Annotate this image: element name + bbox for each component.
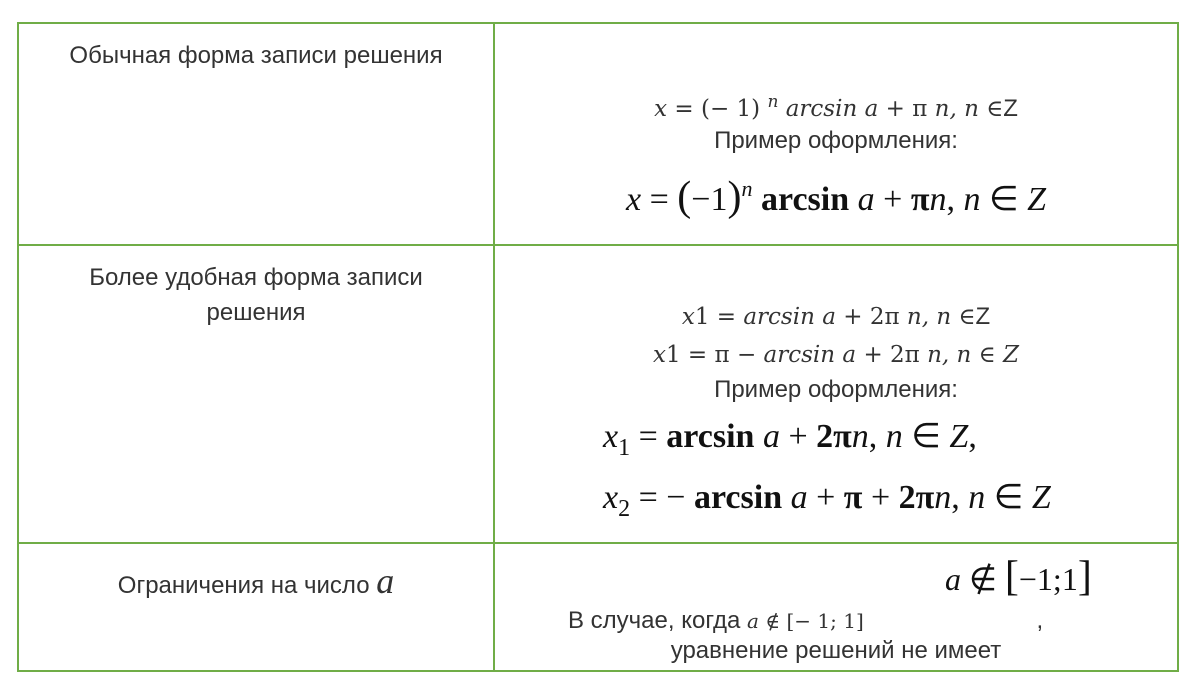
row2-example-formula-1: $x_1 = \arcsin a + 2\pi n$, n ∈ Z, (603, 418, 977, 461)
table-row (18, 23, 1178, 245)
row1-label-cell (18, 23, 494, 245)
row2-content-cell (494, 245, 1178, 543)
row2-formula-2: x1 = π − arcsin a + 2π n, n ∈ Z (653, 342, 1019, 368)
row1-content-cell (494, 23, 1178, 245)
row2-label: Более удобная форма записи решения (89, 264, 423, 326)
row2-formula-1: x1 = arcsin a + 2π n, n ∈Z (681, 303, 991, 330)
row1-general-formula: x = (− 1) $^n$ arcsin a + π n, n ∈Z (654, 92, 1018, 122)
row3-content-cell (494, 543, 1178, 671)
row1-example-formula: $x = (-1)^n$ arcsin a + πn, n ∈ Z (626, 174, 1046, 220)
row1-example-label: Пример оформления: (714, 127, 958, 154)
row2-example-formula-2: $x_2$ = − arcsin a + π + 2πn, n ∈ Z (603, 479, 1051, 522)
row3-label: Ограничения на число a (117, 561, 395, 601)
row2-label-cell (18, 245, 494, 543)
row3-inset-formula: a ∉ [−1;1] (945, 554, 1092, 600)
row1-label: Обычная форма записи решения (69, 42, 443, 69)
math-table (17, 22, 1179, 672)
row3-label-cell (18, 543, 494, 671)
table-row (18, 543, 1178, 671)
row2-example-label: Пример оформления: (714, 376, 958, 403)
row3-condition-line: В случае, когда a ∉ [− 1; 1] , (568, 607, 1044, 634)
table-row (18, 245, 1178, 543)
row3-conclusion: уравнение решений не имеет (670, 637, 1002, 664)
